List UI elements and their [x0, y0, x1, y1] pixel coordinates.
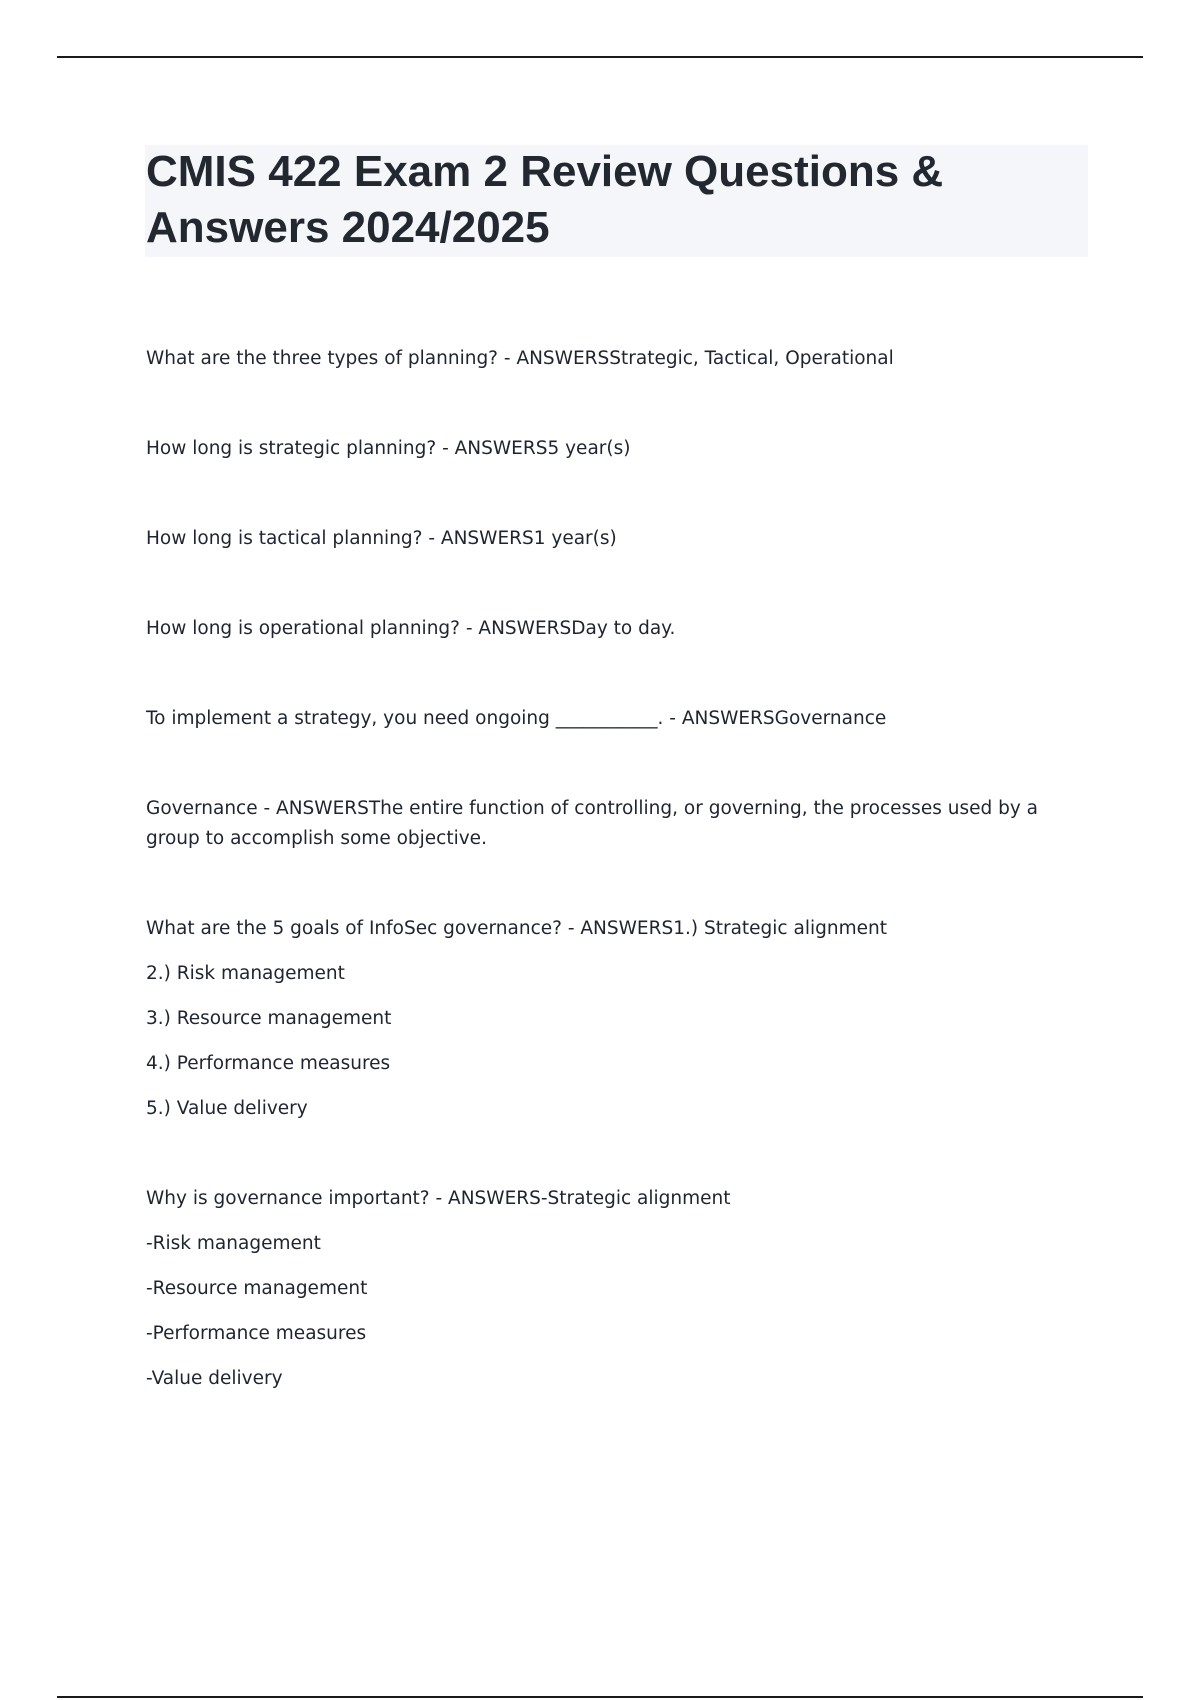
qa-text: Governance - ANSWERSThe entire function of controlling, or governing, the processes used by a group to accomplish some objective.: [146, 798, 1038, 849]
document-title: CMIS 422 Exam 2 Review Questions & Answers 2024/2025: [146, 147, 944, 252]
qa-text: Why is governance important? - ANSWERS-Strategic alignment: [146, 1188, 731, 1209]
qa-item: [146, 344, 1096, 374]
qa-item: [146, 704, 1096, 734]
qa-text: How long is operational planning? - ANSWERSDay to day.: [146, 618, 676, 639]
qa-list-line: 5.) Value delivery: [146, 1098, 308, 1119]
qa-list-line: -Performance measures: [146, 1323, 367, 1344]
qa-list-line: 3.) Resource management: [146, 1008, 392, 1029]
qa-list-line: -Risk management: [146, 1233, 321, 1254]
qa-list-line: -Resource management: [146, 1278, 368, 1299]
top-rule: [57, 56, 1143, 58]
bottom-rule: [57, 1696, 1143, 1698]
qa-item: [146, 614, 1096, 644]
qa-item: [146, 794, 1096, 854]
qa-list-line: 4.) Performance measures: [146, 1053, 391, 1074]
qa-list: [146, 344, 1096, 1454]
qa-list-line: 2.) Risk management: [146, 963, 345, 984]
qa-text: How long is tactical planning? - ANSWERS1 year(s): [146, 528, 617, 549]
qa-item: [146, 434, 1096, 464]
qa-list-line: -Value delivery: [146, 1368, 283, 1389]
qa-text: What are the 5 goals of InfoSec governance? - ANSWERS1.) Strategic alignment: [146, 918, 887, 939]
qa-text: What are the three types of planning? - ANSWERSStrategic, Tactical, Operational: [146, 348, 894, 369]
qa-text: How long is strategic planning? - ANSWERS5 year(s): [146, 438, 631, 459]
qa-text: To implement a strategy, you need ongoing ___________. - ANSWERSGovernance: [146, 708, 887, 729]
qa-item: [146, 524, 1096, 554]
qa-item: [146, 914, 1096, 1124]
qa-item: [146, 1184, 1096, 1394]
